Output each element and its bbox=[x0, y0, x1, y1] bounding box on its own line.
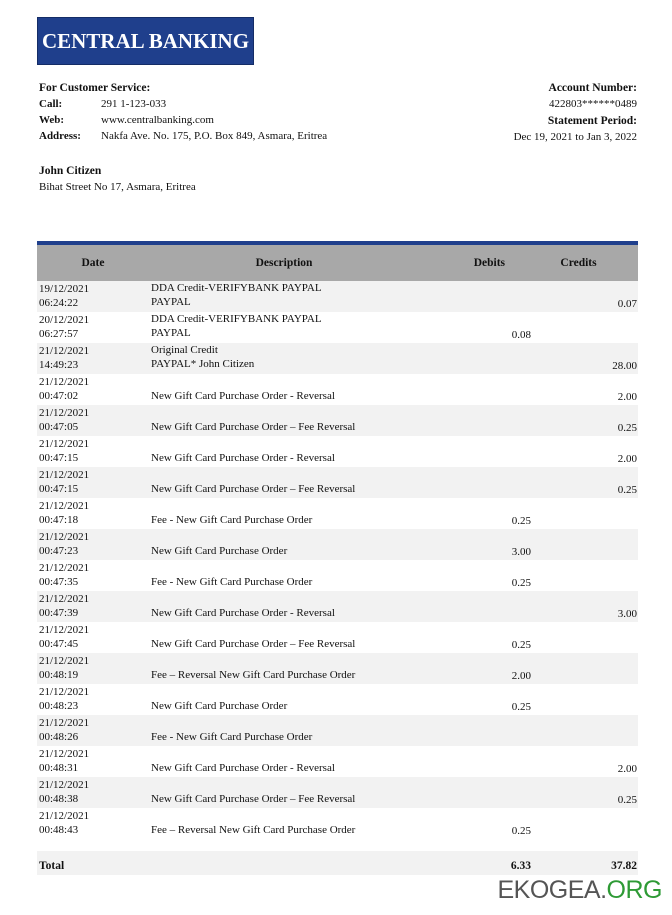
credit-cell bbox=[531, 684, 638, 715]
date-cell bbox=[37, 281, 149, 312]
description-cell bbox=[149, 653, 461, 684]
time-value: 00:47:15 bbox=[39, 452, 79, 464]
table-row bbox=[37, 405, 638, 436]
description-cell bbox=[149, 281, 461, 312]
total-row bbox=[37, 851, 638, 875]
credit-cell: 2.00 bbox=[617, 391, 637, 403]
time-value: 00:47:18 bbox=[39, 514, 79, 526]
description-cell bbox=[149, 467, 461, 498]
date-cell bbox=[37, 808, 149, 839]
header-date: Date bbox=[81, 257, 105, 269]
time-value: 00:47:05 bbox=[39, 421, 79, 433]
table-row bbox=[37, 715, 638, 746]
time-value: 00:47:02 bbox=[39, 390, 79, 402]
bank-name: CENTRAL BANKING bbox=[41, 28, 250, 53]
table-row bbox=[37, 374, 638, 405]
date-cell bbox=[37, 653, 149, 684]
debit-cell bbox=[461, 374, 531, 405]
debit-cell: 0.25 bbox=[511, 577, 531, 589]
credit-cell bbox=[531, 498, 638, 529]
web-row bbox=[39, 112, 399, 128]
date-cell bbox=[37, 436, 149, 467]
time-value: 00:48:43 bbox=[39, 824, 79, 836]
customer-address: Bihat Street No 17, Asmara, Eritrea bbox=[39, 181, 196, 193]
address-label: Address: bbox=[39, 130, 81, 142]
table-row bbox=[37, 312, 638, 343]
time-value: 00:47:35 bbox=[39, 576, 79, 588]
date-value: 21/12/2021 bbox=[39, 562, 90, 574]
table-row bbox=[37, 684, 638, 715]
total-credits: 37.82 bbox=[611, 860, 637, 872]
time-value: 06:27:57 bbox=[39, 328, 79, 340]
credit-cell bbox=[531, 715, 638, 746]
date-cell bbox=[37, 684, 149, 715]
statement-period: Dec 19, 2021 to Jan 3, 2022 bbox=[513, 131, 637, 143]
watermark-part1: EKOGEA. bbox=[497, 876, 607, 904]
time-value: 00:48:19 bbox=[39, 669, 79, 681]
date-value: 21/12/2021 bbox=[39, 407, 90, 419]
watermark-logo bbox=[498, 876, 663, 905]
date-value: 21/12/2021 bbox=[39, 779, 90, 791]
credit-cell bbox=[531, 622, 638, 653]
date-cell bbox=[37, 746, 149, 777]
header-description: Description bbox=[255, 257, 313, 269]
table-header bbox=[37, 245, 638, 281]
description-line: New Gift Card Purchase Order - Reversal bbox=[151, 607, 335, 619]
account-number-label: Account Number: bbox=[548, 82, 637, 94]
debit-cell bbox=[461, 281, 531, 312]
credit-cell: 2.00 bbox=[617, 763, 637, 775]
web-value: www.centralbanking.com bbox=[101, 114, 214, 126]
date-cell bbox=[37, 715, 149, 746]
table-row bbox=[37, 622, 638, 653]
description-cell bbox=[149, 498, 461, 529]
total-label: Total bbox=[39, 860, 65, 872]
date-value: 21/12/2021 bbox=[39, 717, 90, 729]
description-line: Original Credit bbox=[151, 344, 218, 356]
date-value: 21/12/2021 bbox=[39, 655, 90, 667]
bank-logo bbox=[37, 17, 254, 65]
time-value: 14:49:23 bbox=[39, 359, 79, 371]
credit-cell bbox=[531, 529, 638, 560]
description-line: DDA Credit-VERIFYBANK PAYPAL bbox=[151, 313, 322, 325]
credit-cell bbox=[531, 653, 638, 684]
debit-cell: 0.08 bbox=[511, 329, 531, 341]
statement-period-label: Statement Period: bbox=[547, 115, 637, 127]
description-line: New Gift Card Purchase Order – Fee Reversal bbox=[151, 483, 356, 495]
date-cell bbox=[37, 467, 149, 498]
debit-cell bbox=[461, 777, 531, 808]
header-debits: Debits bbox=[473, 257, 505, 269]
debit-cell bbox=[461, 436, 531, 467]
table-row bbox=[37, 529, 638, 560]
debit-cell: 0.25 bbox=[511, 639, 531, 651]
description-line: New Gift Card Purchase Order bbox=[151, 545, 288, 557]
date-value: 21/12/2021 bbox=[39, 376, 90, 388]
description-line: New Gift Card Purchase Order – Fee Reversal bbox=[151, 421, 356, 433]
description-cell bbox=[149, 560, 461, 591]
description-cell bbox=[149, 405, 461, 436]
date-cell bbox=[37, 312, 149, 343]
credit-cell: 0.07 bbox=[617, 298, 637, 310]
date-value: 21/12/2021 bbox=[39, 810, 90, 822]
account-number: 422803******0489 bbox=[549, 98, 637, 110]
description-line: New Gift Card Purchase Order - Reversal bbox=[151, 762, 335, 774]
web-label: Web: bbox=[39, 114, 65, 126]
description-line: Fee - New Gift Card Purchase Order bbox=[151, 731, 313, 743]
description-line: New Gift Card Purchase Order – Fee Reversal bbox=[151, 638, 356, 650]
date-value: 21/12/2021 bbox=[39, 748, 90, 760]
date-value: 21/12/2021 bbox=[39, 345, 90, 357]
description-cell bbox=[149, 777, 461, 808]
description-line: New Gift Card Purchase Order - Reversal bbox=[151, 390, 335, 402]
date-value: 19/12/2021 bbox=[39, 283, 90, 295]
description-line: PAYPAL bbox=[151, 327, 191, 339]
time-value: 00:48:38 bbox=[39, 793, 79, 805]
debit-cell: 0.25 bbox=[511, 825, 531, 837]
description-cell bbox=[149, 529, 461, 560]
date-value: 21/12/2021 bbox=[39, 593, 90, 605]
credit-cell: 28.00 bbox=[612, 360, 637, 372]
debit-cell bbox=[461, 591, 531, 622]
description-cell bbox=[149, 808, 461, 839]
description-line: Fee - New Gift Card Purchase Order bbox=[151, 576, 313, 588]
credit-cell: 0.25 bbox=[617, 794, 637, 806]
table-row bbox=[37, 746, 638, 777]
customer-service-title: For Customer Service: bbox=[39, 82, 151, 94]
total-debits: 6.33 bbox=[510, 860, 531, 872]
debit-cell bbox=[461, 343, 531, 374]
time-value: 00:48:31 bbox=[39, 762, 79, 774]
credit-cell: 2.00 bbox=[617, 453, 637, 465]
date-value: 21/12/2021 bbox=[39, 469, 90, 481]
table-row bbox=[37, 281, 638, 312]
table-row bbox=[37, 653, 638, 684]
description-line: Fee - New Gift Card Purchase Order bbox=[151, 514, 313, 526]
description-cell bbox=[149, 312, 461, 343]
credit-cell bbox=[531, 560, 638, 591]
customer-service-block bbox=[39, 80, 399, 144]
time-value: 00:47:15 bbox=[39, 483, 79, 495]
description-line: New Gift Card Purchase Order bbox=[151, 700, 288, 712]
date-value: 21/12/2021 bbox=[39, 686, 90, 698]
header-credits: Credits bbox=[560, 257, 597, 269]
transactions-table bbox=[37, 241, 638, 875]
call-label: Call: bbox=[39, 98, 63, 110]
time-value: 00:47:45 bbox=[39, 638, 79, 650]
debit-cell bbox=[461, 715, 531, 746]
credit-cell: 3.00 bbox=[617, 608, 637, 620]
time-value: 00:47:39 bbox=[39, 607, 79, 619]
table-row bbox=[37, 467, 638, 498]
description-line: DDA Credit-VERIFYBANK PAYPAL bbox=[151, 282, 322, 294]
debit-cell bbox=[461, 405, 531, 436]
description-cell bbox=[149, 436, 461, 467]
description-line: PAYPAL* John Citizen bbox=[151, 358, 255, 370]
credit-cell: 0.25 bbox=[617, 484, 637, 496]
call-value: 291 1-123-033 bbox=[101, 98, 167, 110]
description-cell bbox=[149, 374, 461, 405]
address-value: Nakfa Ave. No. 175, P.O. Box 849, Asmara, Eritrea bbox=[101, 130, 328, 142]
table-row bbox=[37, 808, 638, 839]
time-value: 00:48:23 bbox=[39, 700, 79, 712]
watermark-part2: ORG bbox=[606, 876, 662, 904]
debit-cell: 2.00 bbox=[511, 670, 531, 682]
table-row bbox=[37, 777, 638, 808]
description-line: New Gift Card Purchase Order – Fee Reversal bbox=[151, 793, 356, 805]
description-cell bbox=[149, 684, 461, 715]
time-value: 00:47:23 bbox=[39, 545, 79, 557]
debit-cell: 0.25 bbox=[511, 701, 531, 713]
table-row bbox=[37, 591, 638, 622]
description-line: Fee – Reversal New Gift Card Purchase Order bbox=[151, 669, 356, 681]
description-cell bbox=[149, 746, 461, 777]
description-line: Fee – Reversal New Gift Card Purchase Order bbox=[151, 824, 356, 836]
description-cell bbox=[149, 715, 461, 746]
credit-cell bbox=[531, 808, 638, 839]
address-row bbox=[39, 128, 399, 144]
date-cell bbox=[37, 498, 149, 529]
debit-cell: 0.25 bbox=[511, 515, 531, 527]
date-cell bbox=[37, 622, 149, 653]
date-cell bbox=[37, 777, 149, 808]
date-value: 21/12/2021 bbox=[39, 500, 90, 512]
description-line: PAYPAL bbox=[151, 296, 191, 308]
table-spacer bbox=[37, 839, 638, 851]
date-value: 21/12/2021 bbox=[39, 531, 90, 543]
debit-cell bbox=[461, 467, 531, 498]
table-row bbox=[37, 560, 638, 591]
debit-cell: 3.00 bbox=[511, 546, 531, 558]
date-value: 21/12/2021 bbox=[39, 624, 90, 636]
customer-block bbox=[39, 163, 196, 195]
description-line: New Gift Card Purchase Order - Reversal bbox=[151, 452, 335, 464]
date-value: 21/12/2021 bbox=[39, 438, 90, 450]
debit-cell bbox=[461, 746, 531, 777]
date-cell bbox=[37, 374, 149, 405]
table-body bbox=[37, 281, 638, 839]
date-cell bbox=[37, 343, 149, 374]
customer-name: John Citizen bbox=[39, 165, 102, 177]
description-cell bbox=[149, 591, 461, 622]
credit-cell bbox=[531, 312, 638, 343]
account-info-block bbox=[377, 80, 637, 146]
time-value: 00:48:26 bbox=[39, 731, 79, 743]
time-value: 06:24:22 bbox=[39, 297, 79, 309]
table-row bbox=[37, 343, 638, 374]
table-row bbox=[37, 436, 638, 467]
table-row bbox=[37, 498, 638, 529]
date-value: 20/12/2021 bbox=[39, 314, 90, 326]
description-cell bbox=[149, 622, 461, 653]
date-cell bbox=[37, 405, 149, 436]
credit-cell: 0.25 bbox=[617, 422, 637, 434]
date-cell bbox=[37, 591, 149, 622]
date-cell bbox=[37, 560, 149, 591]
date-cell bbox=[37, 529, 149, 560]
call-row bbox=[39, 96, 399, 112]
description-cell bbox=[149, 343, 461, 374]
